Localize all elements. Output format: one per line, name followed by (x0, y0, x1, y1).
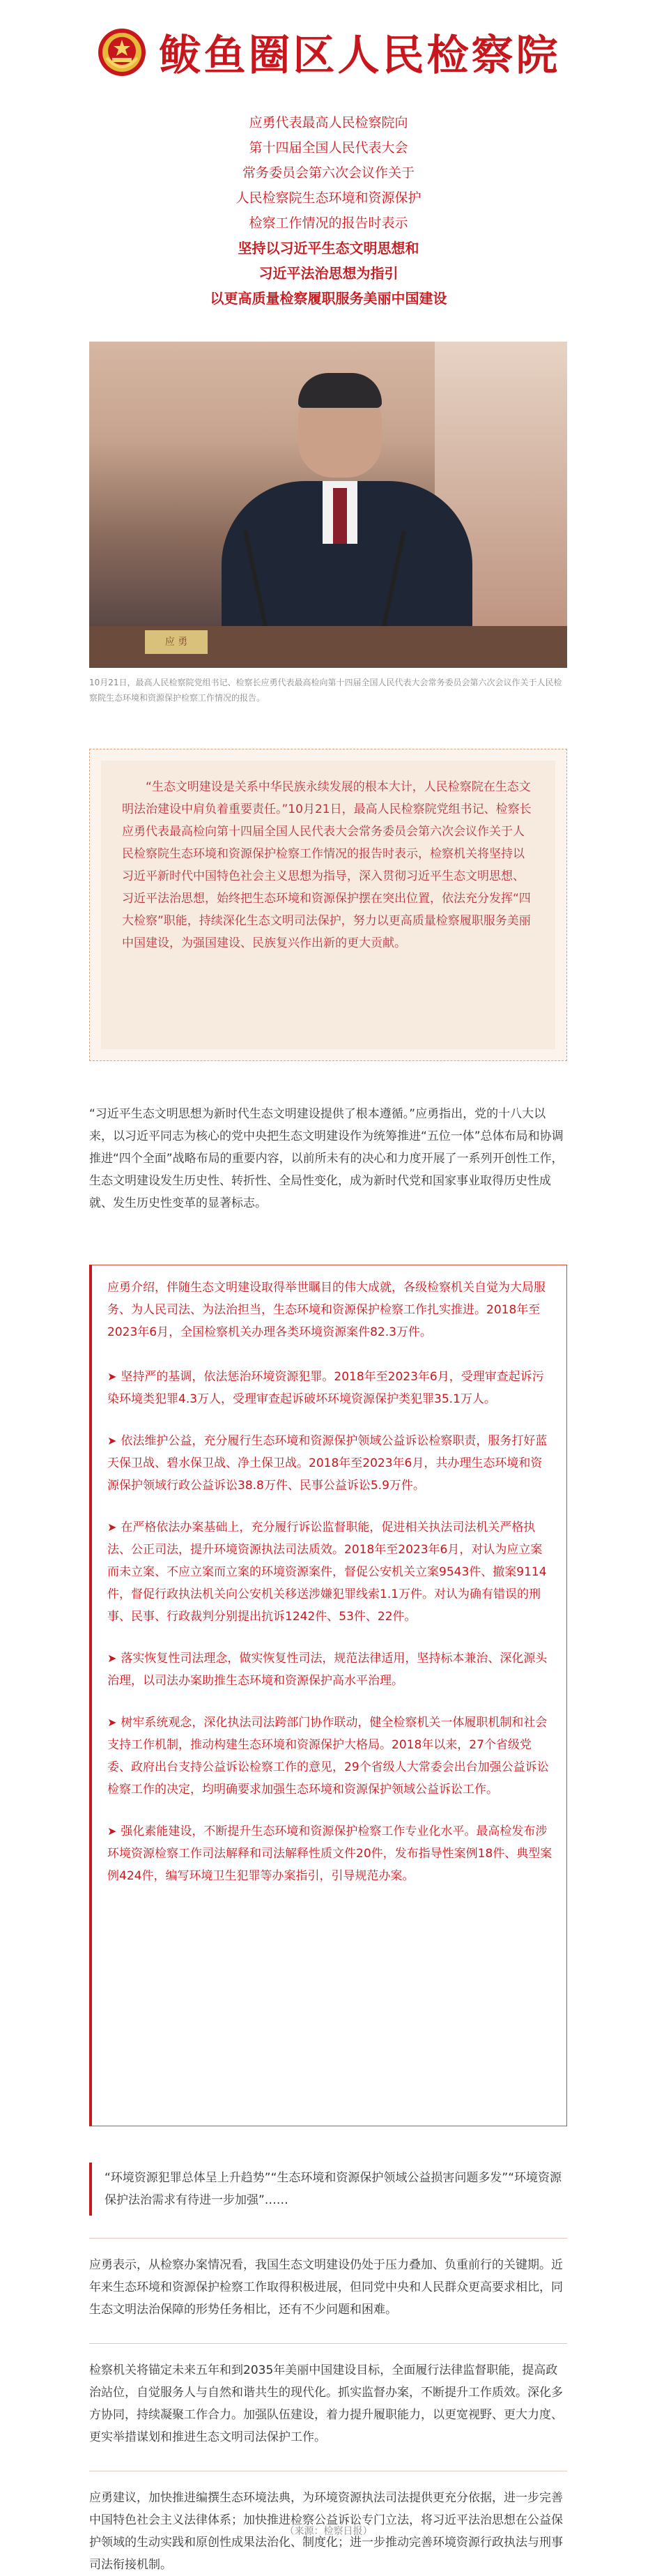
body-paragraph: “习近平生态文明思想为新时代生态文明建设提供了根本遵循。”应勇指出，党的十八大以来，以习近平同志为核心的党中央把生态文明建设作为统筹推进“五位一体”总体布局和协调推进“四个全面”战略布局的重要内容，以前所未有的决心和力度开展了一系列开创性工作，生态文明建设发生历史性、转折性、全局性变化，成为新时代党和国家事业取得历史性成就、发生历史性变革的显著标志。 (89, 1107, 564, 1210)
body-paragraph: 应勇表示，从检察办案情况看，我国生态文明建设仍处于压力叠加、负重前行的关键期。近年来生态环境和资源保护检察工作取得积极进展，但同党中央和人民群众更高要求相比，同生态文明法治保障的形势任务相比，还有不少问题和困难。 (89, 2258, 563, 2317)
divider (89, 2238, 567, 2239)
headline-block (0, 110, 657, 311)
measure-item (107, 1516, 552, 1628)
concerns-quote: “环境资源犯罪总体呈上升趋势”“生态环境和资源保护领域公益损害问题多发”“环境资源保护法治需求有待进一步加强”…… (89, 2163, 567, 2216)
arrow-right-icon: ➤ (107, 1521, 117, 1534)
measure-text: 坚持严的基调，依法惩治环境资源犯罪。2018年至2023年6月，受理审查起诉污染环境类犯罪4.3万人，受理审查起诉破坏环境资源保护类犯罪35.1万人。 (107, 1370, 544, 1406)
arrow-right-icon: ➤ (107, 1652, 117, 1665)
headline-line: 检察工作情况的报告时表示 (249, 215, 408, 231)
measure-text: 依法维护公益，充分履行生态环境和资源保护领域公益诉讼检察职责，服务打好蓝天保卫战、碧水保卫战、净土保卫战。2018年至2023年6月，共办理生态环境和资源保护领域行政公益诉讼38.8万件、民事公益诉讼5.9万件。 (107, 1434, 548, 1493)
headline-line: 人民检察院生态环境和资源保护 (235, 190, 422, 206)
measure-item (107, 1366, 552, 1410)
arrow-right-icon: ➤ (107, 1370, 117, 1383)
headline-line: 应勇代表最高人民检察院向 (249, 115, 408, 130)
photo-speaker-hair (298, 373, 382, 408)
headline-line: 第十四届全国人民代表大会 (249, 140, 408, 155)
measure-text: 落实恢复性司法理念，做实恢复性司法，规范法律适用，坚持标本兼治、深化源头治理，以司法办案助推生态环境和资源保护高水平治理。 (107, 1652, 548, 1688)
arrow-right-icon: ➤ (107, 1824, 117, 1838)
measure-item (107, 1712, 552, 1801)
measure-item (107, 1430, 552, 1497)
measure-text: 树牢系统观念，深化执法司法跨部门协作联动，健全检察机关一体履职机制和社会支持工作机制，推动构建生态环境和资源保护大格局。2018年以来，27个省级党委、政府出台支持公益诉讼检察工作的意见，29个省级人大常委会出台加强公益诉讼检察工作的决定，均明确要求加强生态环境和资源保护领域公益诉讼工作。 (107, 1716, 549, 1797)
divider (89, 2343, 567, 2344)
body-paragraph: 应勇建议，加快推进编撰生态环境法典，为环境资源执法司法提供更充分依据，进一步完善中国特色社会主义法律体系；加快推进检察公益诉讼专门立法，将习近平法治思想在公益保护领域的生动实践和原创性成果法治化、制度化；进一步推动完善环境资源行政执法与刑事司法衔接机制。 (89, 2491, 563, 2572)
headline-strong-line: 以更高质量检察履职服务美丽中国建设 (210, 290, 447, 307)
measure-text: 强化素能建设，不断提升生态环境和资源保护检察工作专业化水平。最高检发布涉环境资源检察工作司法解释和司法解释性质文件20件，发布指导性案例18件、典型案例424件，编写环境卫生犯罪等办案指引，引导规范办案。 (107, 1824, 552, 1883)
photo-nameplate: 应 勇 (145, 630, 208, 654)
photo-caption: 10月21日，最高人民检察院党组书记、检察长应勇代表最高检向第十四届全国人民代表大会常务委员会第六次会议作关于人民检察院生态环境和资源保护检察工作情况的报告。 (89, 678, 562, 703)
photo-speaker-tie (333, 488, 347, 544)
source-credit: （来源：检察日报） (284, 2526, 373, 2537)
body-paragraph: 检察机关将锚定未来五年和到2035年美丽中国建设目标，全面履行法律监督职能，提高政治站位，自觉服务人与自然和谐共生的现代化。抓实监督办案，不断提升工作质效。深化多方协同，持续凝聚工作合力。加强队伍建设，着力提升履职能力，以更宽视野、更大力度、更实举措谋划和推进生态文明司法保护工作。 (89, 2363, 563, 2444)
measure-item (107, 1647, 552, 1692)
org-title: 鲅鱼圈区人民检察院 (159, 31, 561, 80)
measure-item (107, 1820, 552, 1887)
measure-text: 在严格依法办案基础上，充分履行诉讼监督职能，促进相关执法司法机关严格执法、公正司法，提升环境资源执法司法质效。2018年至2023年6月，对认为应立案而未立案、不应立案而立案的环境资源案件，督促公安机关立案9543件、撤案9114 件，督促行政执法机关向公安机关移送涉嫌犯罪线索1.1万件。对认为确有错误的刑事、民事、行政裁判分别提出抗诉1242件、53件、22件。 (107, 1521, 547, 1624)
news-photo (89, 342, 567, 668)
headline-strong-line: 习近平法治思想为指引 (258, 265, 399, 282)
headline-line: 常务委员会第六次会议作关于 (242, 165, 415, 181)
quote-box (89, 749, 567, 1061)
measures-intro: 应勇介绍，伴随生态文明建设取得举世瞩目的伟大成就，各级检察机关自觉为大局服务、为人民司法、为法治担当，生态环境和资源保护检察工作扎实推进。2018年至2023年6月，全国检察机关办理各类环境资源案件82.3万件。 (107, 1281, 546, 1339)
arrow-right-icon: ➤ (107, 1434, 117, 1447)
quote-text: “生态文明建设是关系中华民族永续发展的根本大计，人民检察院在生态文明法治建设中肩负着重要责任。”10月21日，最高人民检察院党组书记、检察长应勇代表最高检向第十四届全国人民代表大会常务委员会第六次会议作关于人民检察院生态环境和资源保护检察工作情况的报告时表示，检察机关将坚持以习近平新时代中国特色社会主义思想为指导，深入贯彻习近平生态文明思想、习近平法治思想，始终把生态环境和资源保护摆在突出位置，依法充分发挥“四大检察”职能，持续深化生态文明司法保护，努力以更高质量检察履职服务美丽中国建设，为强国建设、民族复兴作出新的更大贡献。 (101, 761, 555, 1049)
header (0, 0, 657, 105)
measures-box (89, 1265, 567, 2126)
headline-strong-line: 坚持以习近平生态文明思想和 (238, 240, 419, 257)
procuratorate-emblem-icon (97, 27, 147, 77)
arrow-right-icon: ➤ (107, 1716, 117, 1729)
